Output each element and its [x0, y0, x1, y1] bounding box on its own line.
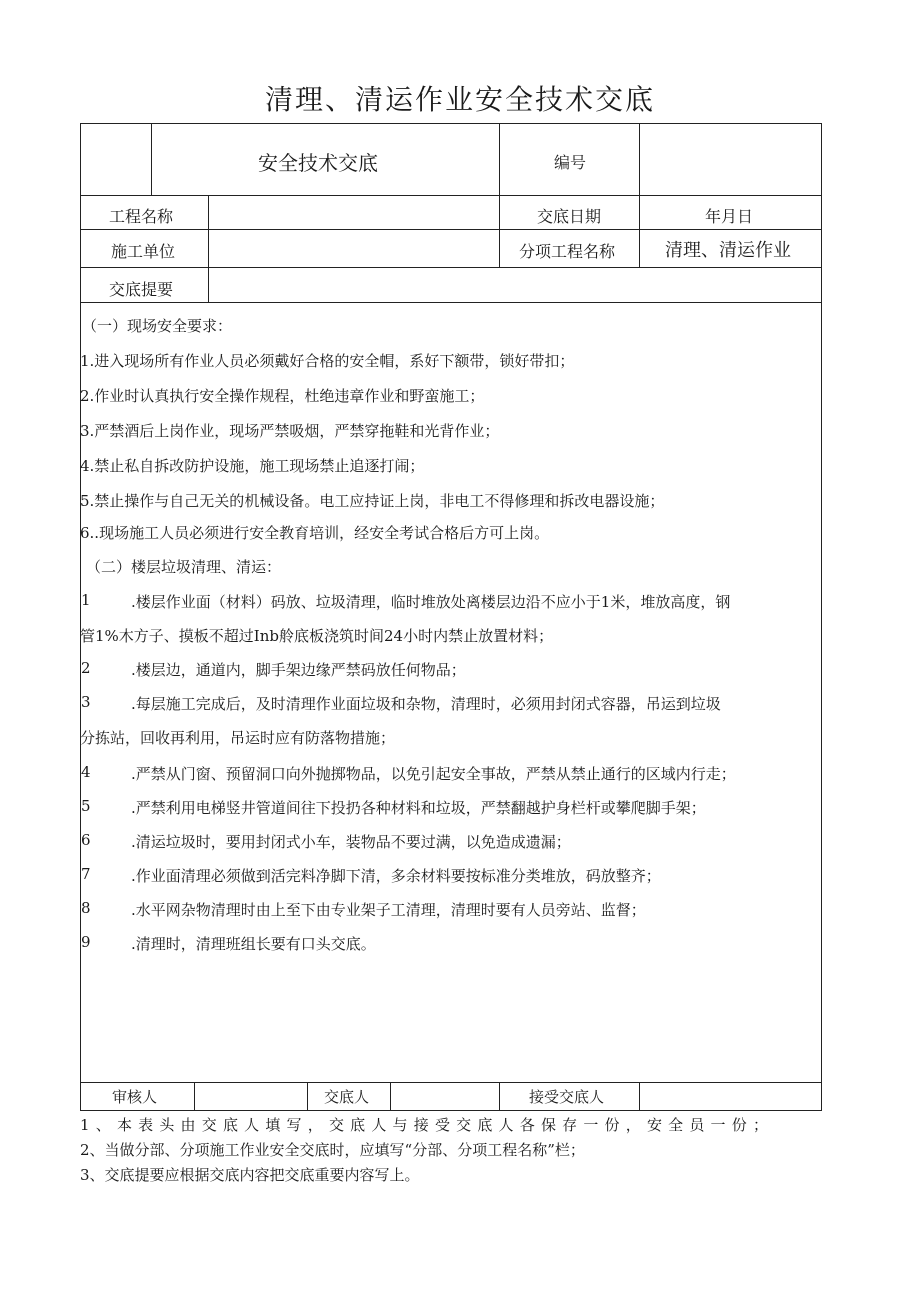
- row-divider: [80, 229, 822, 230]
- project-name-label: 工程名称: [109, 207, 174, 226]
- row-divider: [80, 1082, 822, 1083]
- doc-type-label: 安全技术交底: [258, 151, 378, 175]
- discloser-field[interactable]: [394, 1085, 494, 1109]
- page-title: 清理、清运作业安全技术交底: [264, 83, 655, 116]
- col-divider: [499, 123, 500, 267]
- row-divider: [80, 302, 822, 303]
- receiver-label: 接受交底人: [529, 1088, 605, 1106]
- section2-item: .水平网杂物清理时由上至下由专业架子工清理，清理时要有人员旁站、监督；: [131, 901, 646, 919]
- section1-item: 3.严禁酒后上岗作业，现场严禁吸烟，严禁穿拖鞋和光背作业；: [80, 422, 500, 440]
- number-field[interactable]: [645, 128, 815, 190]
- section1-item: 5.禁止操作与自己无关的机械设备。电工应持证上岗，非电工不得修理和拆改电器设施；: [80, 492, 665, 510]
- row-divider: [80, 267, 822, 268]
- section1-item: 2.作业时认真执行安全操作规程，杜绝违章作业和野蛮施工；: [80, 387, 485, 405]
- item-number: 2: [81, 659, 91, 677]
- col-divider: [499, 1082, 500, 1111]
- col-divider: [390, 1082, 391, 1111]
- section2-item: .清理时，清理班组长要有口头交底。: [131, 935, 376, 953]
- section2-heading: （二）楼层垃圾清理、清运：: [86, 558, 282, 576]
- receiver-field[interactable]: [643, 1085, 815, 1109]
- footnote: 1、本表头由交底人填写，交底人与接受交底人各保存一份，安全员一份；: [80, 1116, 775, 1134]
- section2-item: .严禁利用电梯竖井管道间往下投扔各种材料和垃圾，严禁翻越护身栏杆或攀爬脚手架；: [131, 799, 706, 817]
- section2-item: .清运垃圾时，要用封闭式小车，装物品不要过满，以免造成遗漏；: [131, 833, 571, 851]
- section2-item: .严禁从门窗、预留洞口向外抛掷物品，以免引起安全事故，严禁从禁止通行的区域内行走；: [131, 765, 736, 783]
- item-number: 3: [81, 693, 91, 711]
- col-divider: [639, 1082, 640, 1111]
- subproject-label: 分项工程名称: [519, 242, 616, 261]
- item-number: 8: [81, 899, 91, 917]
- col-divider: [194, 1082, 195, 1111]
- col-divider: [151, 123, 152, 195]
- footnote: 3、交底提要应根据交底内容把交底重要内容写上。: [80, 1166, 420, 1184]
- section2-item-continuation: 管1%木方子、摸板不超过Inb舲底板浇筑时间24小时内禁止放置材料；: [80, 627, 554, 645]
- section2-item: .每层施工完成后，及时清理作业面垃圾和杂物，清理时，必须用封闭式容器，吊运到垃圾: [131, 695, 721, 713]
- project-name-field[interactable]: [213, 198, 493, 226]
- col-divider: [639, 123, 640, 267]
- summary-label: 交底提要: [109, 280, 174, 299]
- item-number: 5: [81, 797, 91, 815]
- section1-item: 4.禁止私自拆改防护设施，施工现场禁止追逐打闹；: [80, 457, 425, 475]
- summary-field[interactable]: [213, 270, 813, 298]
- item-number: 9: [81, 933, 91, 951]
- item-number: 1: [81, 591, 91, 609]
- section2-item: .楼层边，通道内，脚手架边缘严禁码放任何物品；: [131, 661, 466, 679]
- section2-item: .作业面清理必须做到活完料净脚下清，多余材料要按标准分类堆放，码放整齐；: [131, 867, 661, 885]
- date-label: 交底日期: [537, 207, 602, 226]
- item-number: 6: [81, 831, 91, 849]
- section1-item: 6..现场施工人员必须进行安全教育培训，经安全考试合格后方可上岗。: [80, 524, 550, 542]
- section1-heading: （一）现场安全要求：: [82, 317, 233, 335]
- subproject-field[interactable]: 清理、清运作业: [665, 240, 791, 261]
- footnote: 2、当做分部、分项施工作业安全交底时，应填写“分部、分项工程名称”栏；: [80, 1141, 585, 1159]
- section1-item: 1.进入现场所有作业人员必须戴好合格的安全帽，系好下额带，锁好带扣；: [80, 352, 575, 370]
- item-number: 7: [81, 865, 91, 883]
- unit-label: 施工单位: [111, 242, 176, 261]
- reviewer-field[interactable]: [198, 1085, 303, 1109]
- date-field[interactable]: 年月日: [705, 207, 754, 226]
- col-divider: [208, 195, 209, 302]
- number-label: 编号: [554, 153, 587, 172]
- discloser-label: 交底人: [324, 1088, 370, 1106]
- col-divider: [307, 1082, 308, 1111]
- row-divider: [80, 195, 822, 196]
- section2-item-continuation: 分拣站，回收再利用，吊运时应有防落物措施；: [80, 729, 396, 747]
- item-number: 4: [81, 763, 91, 781]
- section2-item: .楼层作业面（材料）码放、垃圾清理，临时堆放处离楼层边沿不应小于1米，堆放高度，钢: [131, 593, 731, 611]
- reviewer-label: 审核人: [112, 1088, 158, 1106]
- unit-field[interactable]: [213, 232, 493, 262]
